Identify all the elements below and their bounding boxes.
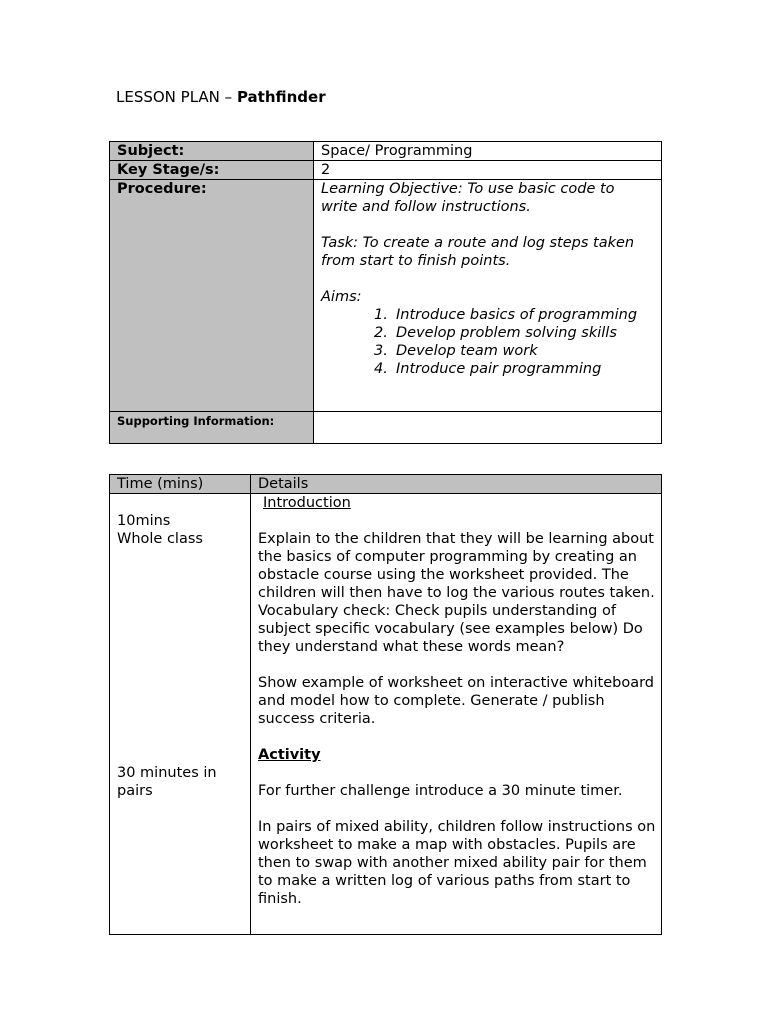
- aim-item: [321, 360, 655, 378]
- procedure-row: [110, 180, 662, 412]
- supporting-row: [110, 412, 662, 444]
- aim-item: [321, 306, 655, 324]
- aim-item: [321, 342, 655, 360]
- subject-label: Subject:: [110, 142, 314, 161]
- aim-number: 4.: [374, 361, 388, 377]
- time-header: Time (mins): [110, 475, 251, 494]
- time-intro-duration: 10mins: [117, 513, 171, 529]
- activity-paragraph-2: In pairs of mixed ability, children follow instructions on worksheet to make a map with obstacles. Pupils are then to swap with another mixed ability pair for them to make a written log of various paths from start to finish.: [258, 819, 656, 907]
- subject-value: Space/ Programming: [314, 142, 662, 161]
- activity-heading: Activity: [258, 747, 321, 763]
- page-title: [116, 87, 326, 107]
- details-body-row: [110, 494, 662, 935]
- introduction-heading: Introduction: [263, 495, 351, 511]
- activity-paragraph-1: For further challenge introduce a 30 minute timer.: [258, 783, 623, 799]
- time-activity-group: pairs: [117, 783, 153, 799]
- details-header-row: [110, 475, 662, 494]
- aim-text: Introduce pair programming: [396, 361, 602, 377]
- supporting-label: Supporting Information:: [110, 412, 314, 444]
- task: Task: To create a route and log steps taken from start to finish points.: [321, 235, 635, 269]
- details-column: [251, 494, 662, 935]
- details-header: Details: [251, 475, 662, 494]
- supporting-value: [314, 412, 662, 444]
- aim-number: 1.: [374, 307, 388, 323]
- aims-label: Aims:: [321, 289, 362, 305]
- keystage-label: Key Stage/s:: [110, 161, 314, 180]
- procedure-content: [314, 180, 662, 412]
- learning-objective: Learning Objective: To use basic code to write and follow instructions.: [321, 181, 615, 215]
- aim-text: Introduce basics of programming: [396, 307, 638, 323]
- keystage-row: [110, 161, 662, 180]
- aim-number: 2.: [374, 325, 388, 341]
- aim-number: 3.: [374, 343, 388, 359]
- title-prefix: LESSON PLAN –: [116, 88, 237, 106]
- title-name: Pathfinder: [236, 88, 326, 106]
- aim-text: Develop problem solving skills: [396, 325, 617, 341]
- procedure-label: Procedure:: [110, 180, 314, 412]
- intro-paragraph-2: Vocabulary check: Check pupils understanding of subject specific vocabulary (see examples below) Do they understand what these words mean?: [258, 603, 643, 655]
- subject-row: [110, 142, 662, 161]
- time-intro-group: Whole class: [117, 531, 203, 547]
- time-activity-duration: 30 minutes in: [117, 765, 217, 781]
- time-column: [110, 494, 251, 935]
- intro-paragraph-1: Explain to the children that they will be learning about the basics of computer programming by creating an obstacle course using the worksheet provided. The children will then have to log the various routes taken.: [258, 531, 655, 601]
- lesson-details-table: [109, 474, 662, 935]
- aims-list: [321, 306, 655, 378]
- lesson-plan-table: [109, 141, 662, 444]
- intro-paragraph-3: Show example of worksheet on interactive whiteboard and model how to complete. Generate / publish success criteria.: [258, 675, 655, 727]
- aim-text: Develop team work: [396, 343, 538, 359]
- keystage-value: 2: [314, 161, 662, 180]
- aim-item: [321, 324, 655, 342]
